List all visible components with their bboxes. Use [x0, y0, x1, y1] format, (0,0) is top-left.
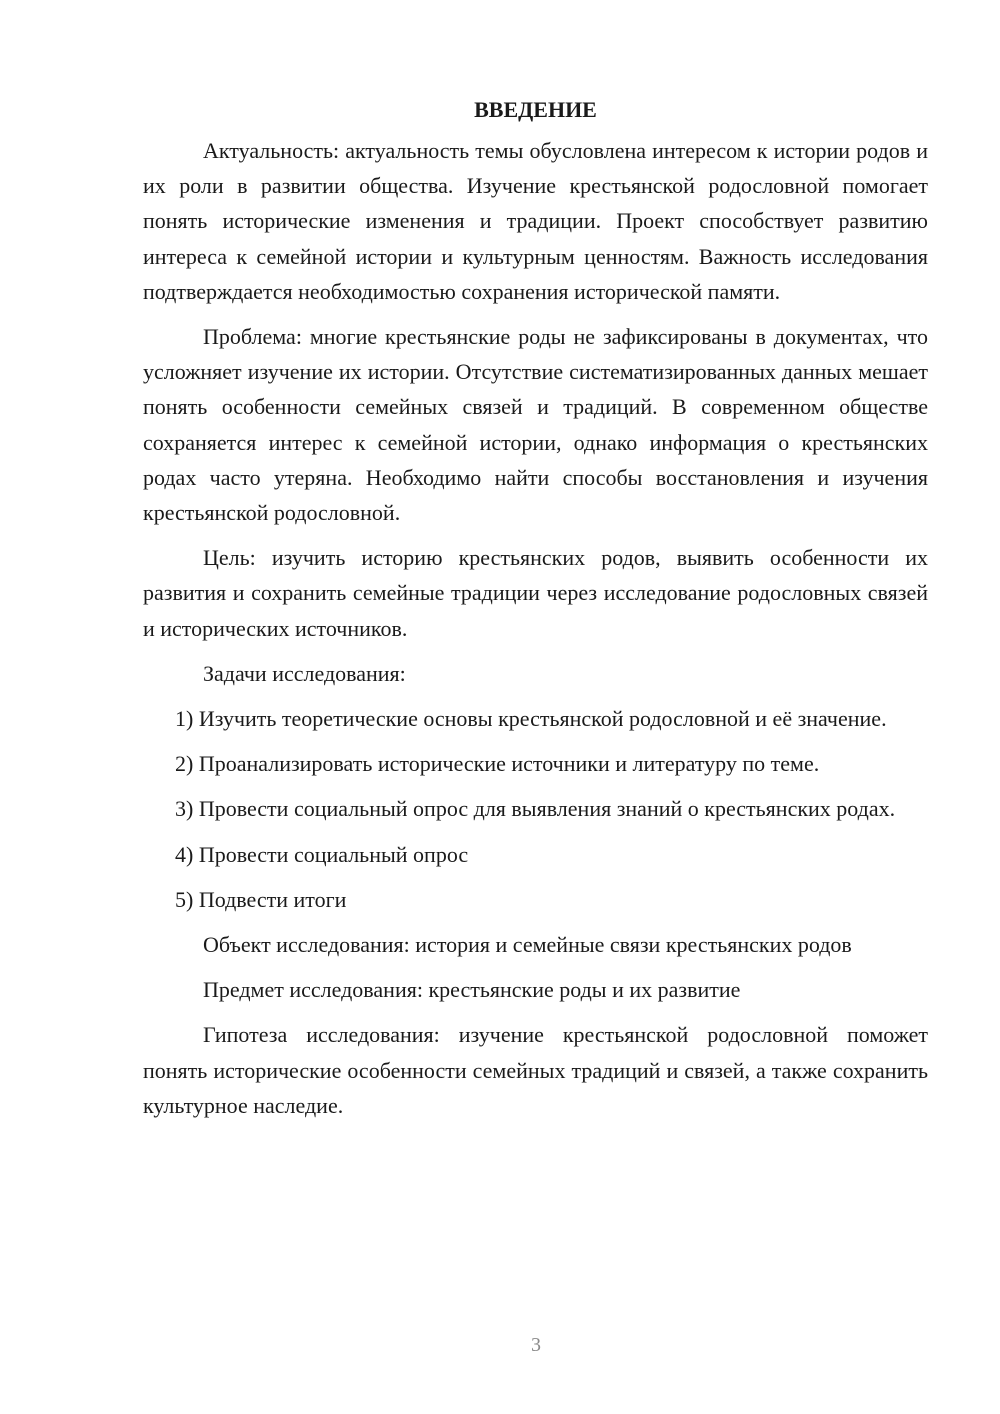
page-number: 3	[531, 1334, 541, 1356]
goal-paragraph: Цель: изучить историю крестьянских родов, выявить особенности их развития и сохранить семейные традиции через исследование родословных связей и исторических источников.	[143, 545, 928, 641]
problem-paragraph: Проблема: многие крестьянские роды не зафиксированы в документах, что усложняет изучение их истории. Отсутствие систематизированных данных мешает понять особенности семейных связей и традиций. В современном обществе сохраняется интерес к семейной истории, однако информация о крестьянских родах часто утеряна. Необходимо найти способы восстановления и изучения крестьянской родословной.	[143, 324, 928, 526]
task-item: 5) Подвести итоги	[175, 886, 347, 912]
document-page	[143, 92, 928, 1133]
task-item: 4) Провести социальный опрос	[175, 841, 469, 867]
object-paragraph: Объект исследования: история и семейные связи крестьянских родов	[203, 932, 852, 958]
task-item: 1) Изучить теоретические основы крестьянской родословной и её значение.	[175, 706, 887, 732]
hypothesis-paragraph: Гипотеза исследования: изучение крестьянской родословной поможет понять исторические особенности семейных традиций и связей, а также сохранить культурное наследие.	[143, 1022, 928, 1118]
task-item: 3) Провести социальный опрос для выявления знаний о крестьянских родах.	[175, 796, 896, 822]
task-item: 2) Проанализировать исторические источники и литературу по теме.	[175, 751, 820, 777]
section-title: ВВЕДЕНИЕ	[474, 97, 597, 122]
tasks-list	[143, 701, 928, 917]
subject-paragraph: Предмет исследования: крестьянские роды и их развитие	[203, 977, 741, 1003]
tasks-heading: Задачи исследования:	[203, 660, 406, 686]
relevance-paragraph: Актуальность: актуальность темы обусловлена интересом к истории родов и их роли в развитии общества. Изучение крестьянской родословной помогает понять исторические изменения и традиции. Проект способствует развитию интереса к семейной истории и культурным ценностям. Важность исследования подтверждается необходимостью сохранения исторической памяти.	[143, 138, 928, 304]
